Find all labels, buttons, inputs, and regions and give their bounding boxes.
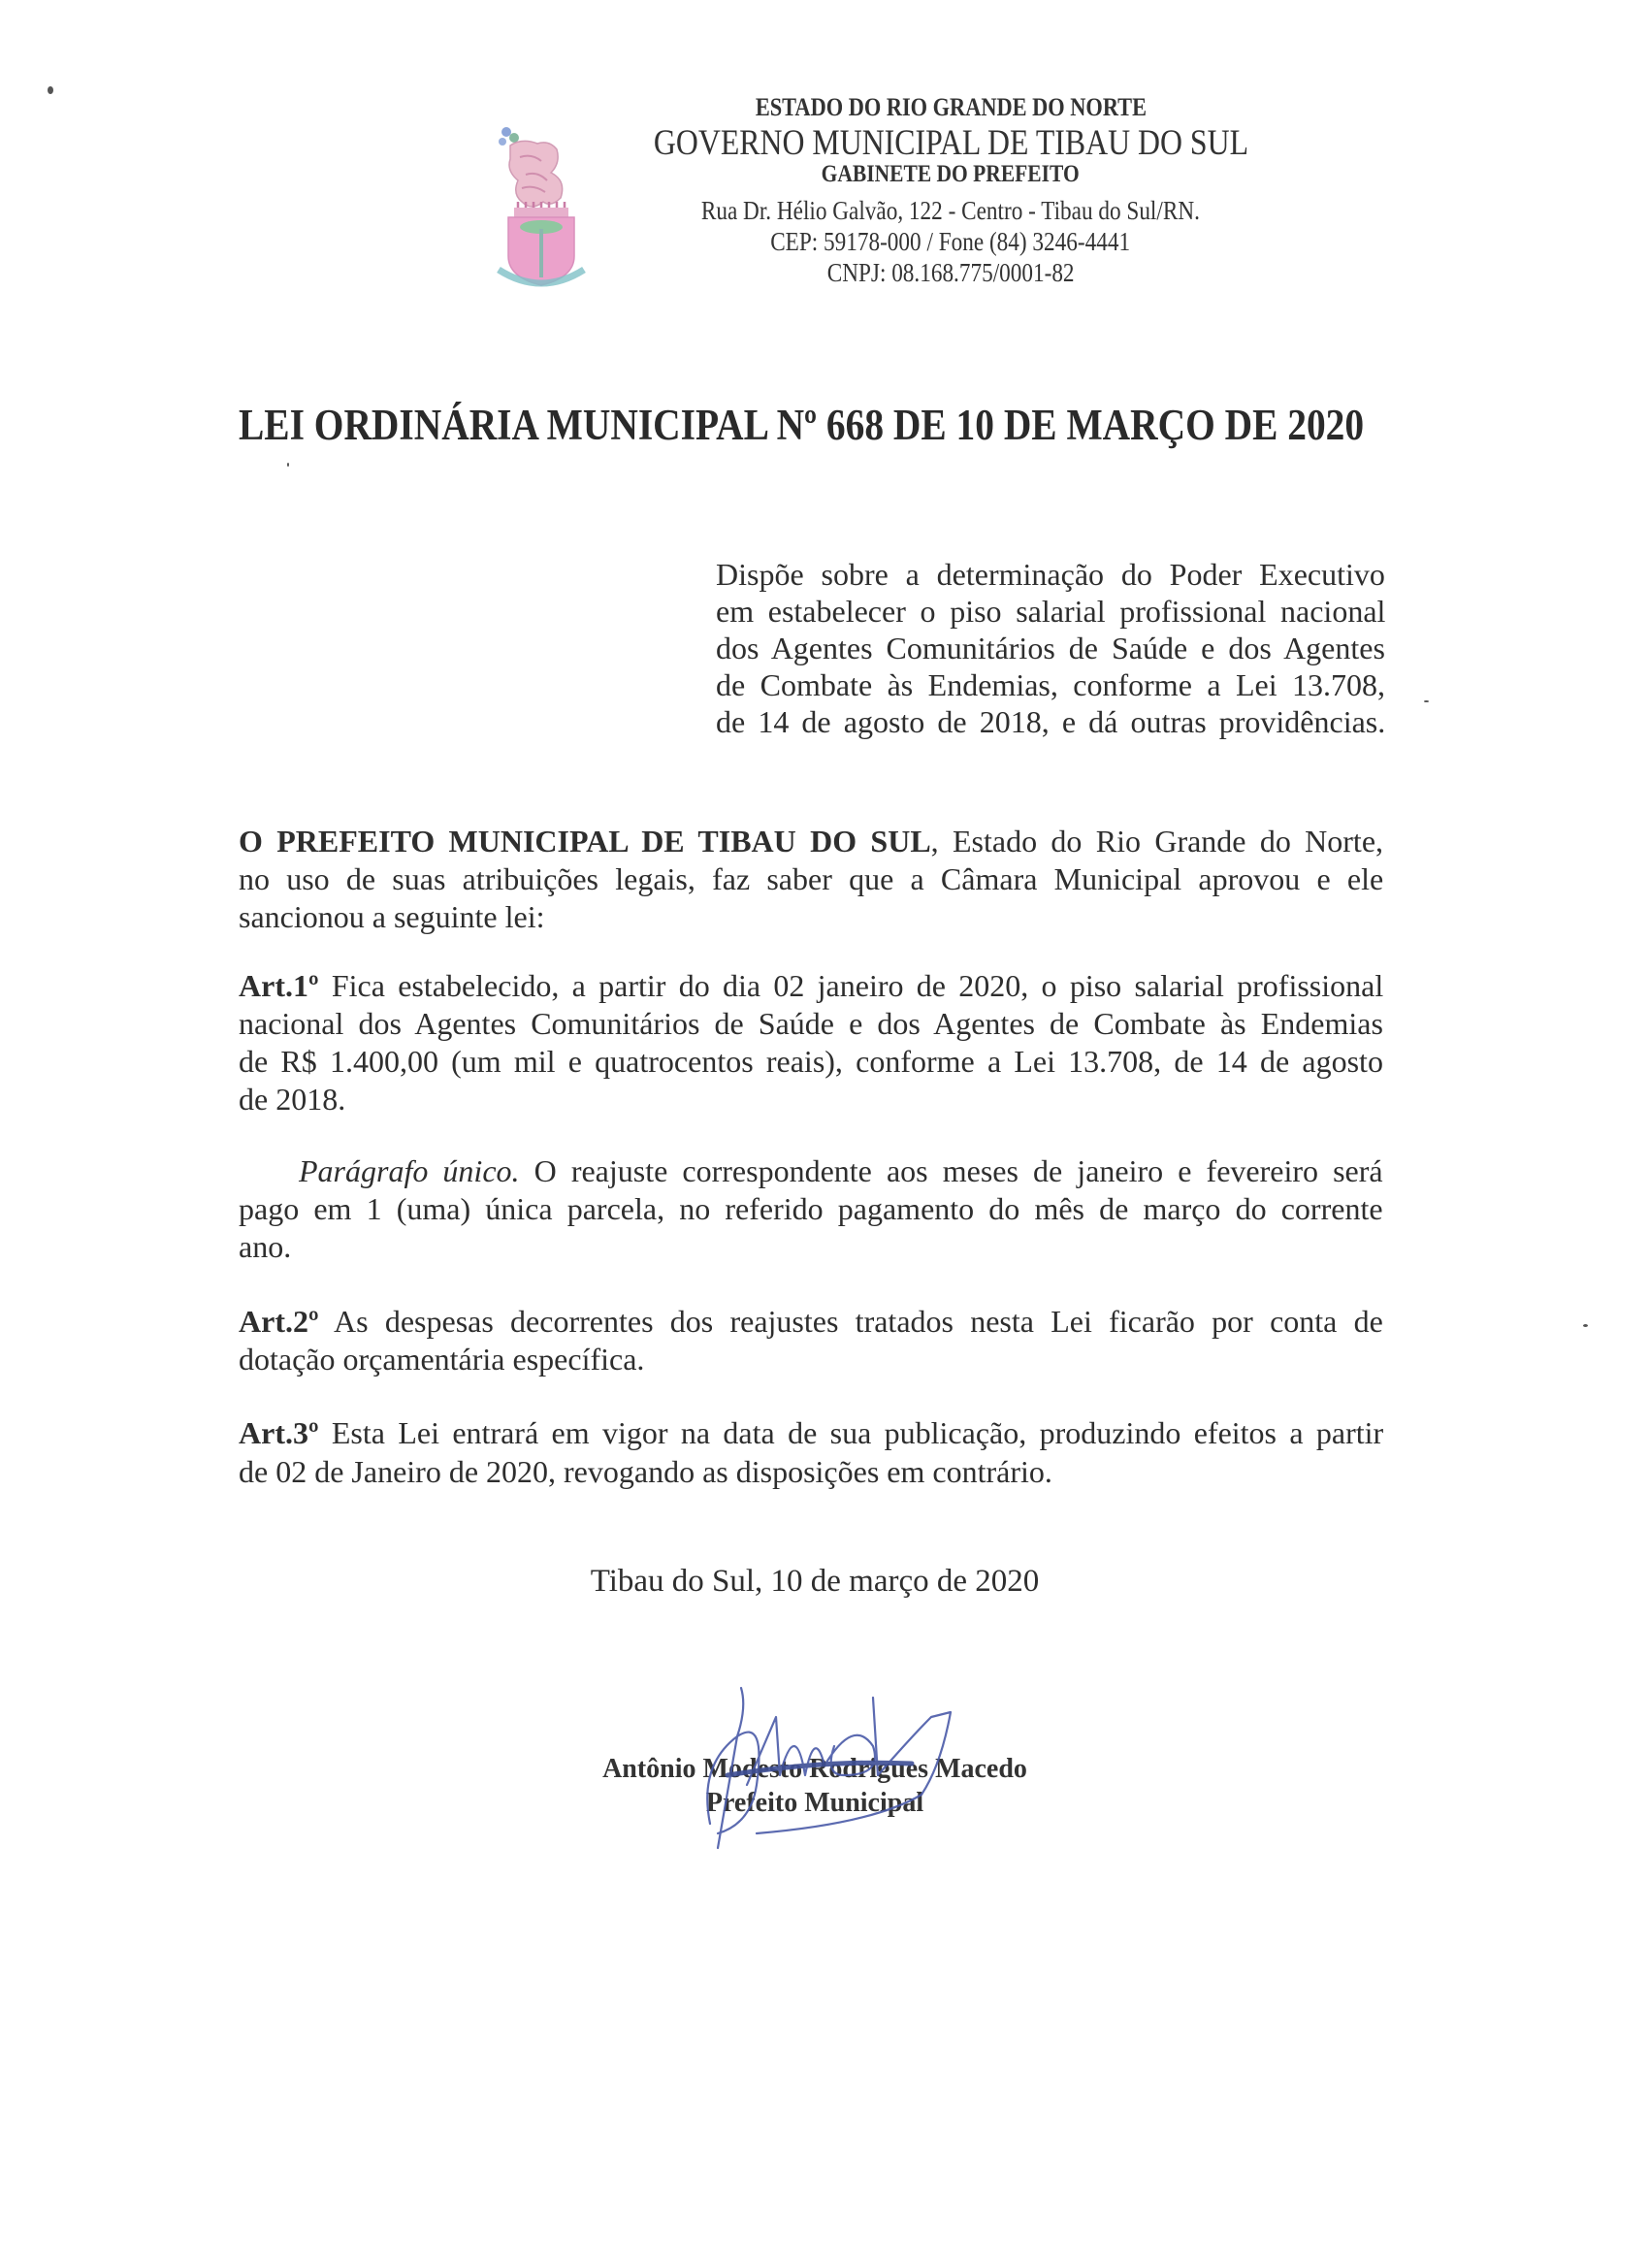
article-3-line: de 02 de Janeiro de 2020, revogando as disposições em contrário. bbox=[239, 1454, 1052, 1489]
letterhead-state: ESTADO DO RIO GRANDE DO NORTE bbox=[755, 93, 1147, 121]
law-title: LEI ORDINÁRIA MUNICIPAL Nº 668 DE 10 DE MARÇO DE 2020 bbox=[239, 401, 1365, 449]
ementa-line: de 14 de agosto de 2018, e dá outras providências. bbox=[716, 704, 1386, 739]
signatory-name: Antônio Modesto Rodrigues Macedo bbox=[602, 1754, 1027, 1784]
ementa-line: em estabelecer o piso salarial profissional nacional bbox=[716, 594, 1386, 629]
scan-speck bbox=[287, 463, 289, 467]
article-2-text: As despesas decorrentes dos reajustes tratados nesta Lei ficarão por conta de bbox=[318, 1304, 1383, 1339]
paragraph-line: pago em 1 (uma) única parcela, no referido pagamento do mês de março do corrente bbox=[239, 1191, 1383, 1226]
ementa-line: Dispõe sobre a determinação do Poder Executivo bbox=[716, 557, 1385, 592]
ementa-line: de Combate às Endemias, conforme a Lei 13.708, bbox=[716, 667, 1386, 702]
paragraph-line: ano. bbox=[239, 1229, 292, 1264]
place-date: Tibau do Sul, 10 de março de 2020 bbox=[590, 1564, 1040, 1599]
scan-speck bbox=[48, 86, 53, 94]
letterhead-cnpj: CNPJ: 08.168.775/0001-82 bbox=[826, 258, 1075, 287]
article-1-label: Art.1º bbox=[239, 968, 319, 1003]
preamble-text: , Estado do Rio Grande do Norte, bbox=[930, 824, 1384, 859]
article-1-line: de R$ 1.400,00 (um mil e quatrocentos reais), conforme a Lei 13.708, de 14 de agosto bbox=[239, 1044, 1383, 1079]
article-1-line: nacional dos Agentes Comunitários de Saúde e dos Agentes de Combate às Endemias bbox=[239, 1006, 1383, 1041]
scan-speck bbox=[1424, 700, 1429, 702]
letterhead-office: GABINETE DO PREFEITO bbox=[821, 161, 1081, 187]
article-1-line bbox=[239, 966, 1383, 1005]
article-2-line bbox=[239, 1302, 1383, 1341]
article-3-label: Art.3º bbox=[239, 1415, 319, 1450]
municipal-crest-logo bbox=[493, 124, 590, 289]
paragraph-line bbox=[299, 1151, 1383, 1190]
article-3-line bbox=[239, 1413, 1383, 1452]
letterhead-government: GOVERNO MUNICIPAL DE TIBAU DO SUL bbox=[653, 123, 1248, 163]
preamble-line: sancionou a seguinte lei: bbox=[239, 899, 545, 934]
article-2-label: Art.2º bbox=[239, 1304, 319, 1339]
preamble-bold-lead: O PREFEITO MUNICIPAL DE TIBAU DO SUL bbox=[239, 824, 931, 859]
preamble-line: no uso de suas atribuições legais, faz saber que a Câmara Municipal aprovou e ele bbox=[239, 861, 1384, 896]
preamble-line bbox=[239, 822, 1383, 860]
signatory-role: Prefeito Municipal bbox=[705, 1788, 924, 1818]
paragraph-text: O reajuste correspondente aos meses de janeiro e fevereiro será bbox=[519, 1153, 1383, 1188]
scan-speck bbox=[1583, 1324, 1588, 1327]
paragraph-label: Parágrafo único. bbox=[299, 1153, 520, 1188]
article-2-line: dotação orçamentária específica. bbox=[239, 1342, 645, 1377]
letterhead-address: Rua Dr. Hélio Galvão, 122 - Centro - Tibau do Sul/RN. bbox=[700, 196, 1201, 225]
letterhead-cep-phone: CEP: 59178-000 / Fone (84) 3246-4441 bbox=[770, 227, 1131, 256]
ementa-line: dos Agentes Comunitários de Saúde e dos Agentes bbox=[716, 631, 1385, 665]
article-1-text: Fica estabelecido, a partir do dia 02 janeiro de 2020, o piso salarial profissional bbox=[318, 968, 1384, 1003]
article-3-text: Esta Lei entrará em vigor na data de sua publicação, produzindo efeitos a partir bbox=[318, 1415, 1384, 1450]
article-1-line: de 2018. bbox=[239, 1082, 346, 1117]
handwritten-signature bbox=[679, 1678, 970, 1863]
